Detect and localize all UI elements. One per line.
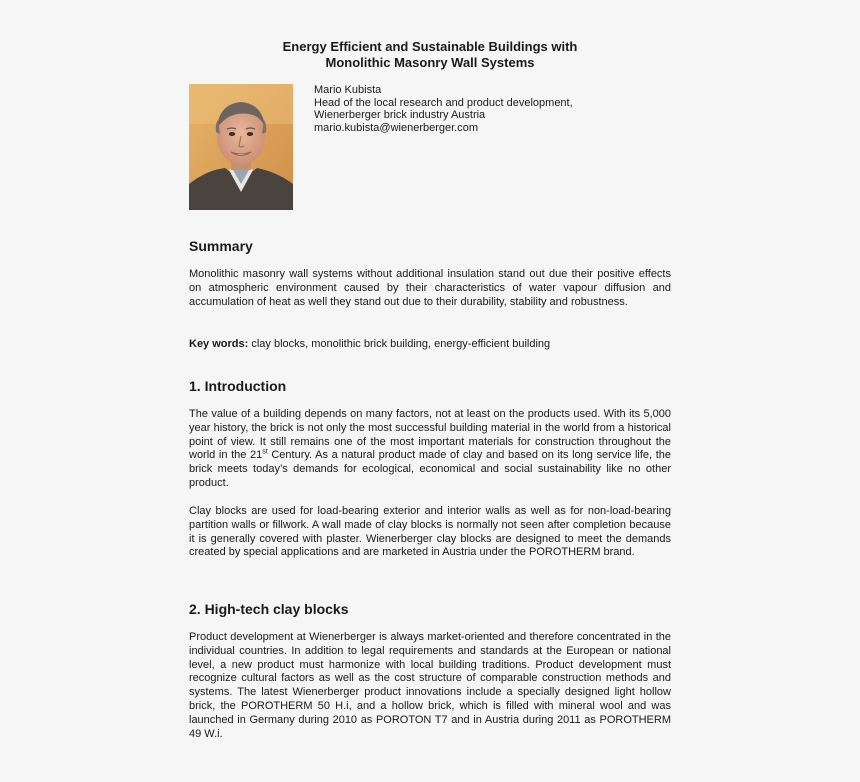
introduction-paragraph-1 [189, 408, 671, 491]
author-name: Mario Kubista [314, 84, 382, 96]
summary-text: Monolithic masonry wall systems without additional insulation stand out due their positive effects on atmospheric environment caused by their characteristics of water vapour diffusion and accumulation of heat as well they stand out due to their durability, stability and robustness. [189, 268, 671, 308]
author-photo [189, 84, 293, 210]
keywords-text: clay blocks, monolithic brick building, energy-efficient building [251, 338, 551, 350]
paper-title-line-2: Monolithic Masonry Wall Systems [325, 55, 535, 70]
introduction-paragraph-1-part-a: The value of a building depends on many factors, not at least on the products used. With its 5,000 year history, the brick is not only the most successful building material in the world from a historical point of view. It still remains one of the most important materials for construction throughout the world in the 21 [189, 408, 671, 462]
paper-title-line-1: Energy Efficient and Sustainable Buildings with [282, 39, 578, 54]
keywords-label: Key words: [189, 338, 249, 350]
author-info [314, 84, 573, 134]
author-portrait-image [189, 84, 293, 210]
introduction-heading: 1. Introduction [189, 378, 287, 394]
keywords-line [189, 338, 550, 352]
introduction-paragraph-1-part-b: Century. As a natural product made of clay and based on its long service life, the brick meets today’s demands for ecological, economical and social sustainability like no other product. [189, 449, 672, 489]
author-email[interactable]: mario.kubista@wienerberger.com [314, 121, 479, 134]
ordinal-superscript: st [262, 448, 268, 456]
introduction-paragraph-2: Clay blocks are used for load-bearing exterior and interior walls as well as for non-load-bearing partition walls or fillwork. A wall made of clay blocks is normally not seen after completion because it is generally covered with plaster. Wienerberger clay blocks are designed to meet the demands created by special applications and are marketed in Austria under the POROTHERM brand. [189, 505, 671, 559]
author-company: Wienerberger brick industry Austria [314, 109, 486, 122]
summary-heading: Summary [189, 238, 253, 254]
hightech-paragraph-1: Product development at Wienerberger is always market-oriented and therefore concentrated in the individual countries. In addition to legal requirements and standards at the European or national level, a new product must harmonize with local building traditions. Product development must recognize cultural factors as well as the cost structure of comparable construction methods and systems. The latest Wienerberger product innovations include a specially designed light hollow brick, the POROTHERM 50 H.i, and a hollow brick, which is filled with mineral wool and was launched in Germany during 2010 as POROTON T7 and in Austria during 2011 as POROTHERM 49 W.i. [189, 631, 671, 740]
paper-title [189, 39, 671, 71]
hightech-heading: 2. High-tech clay blocks [189, 601, 349, 617]
author-role: Head of the local research and product development, [314, 96, 573, 109]
